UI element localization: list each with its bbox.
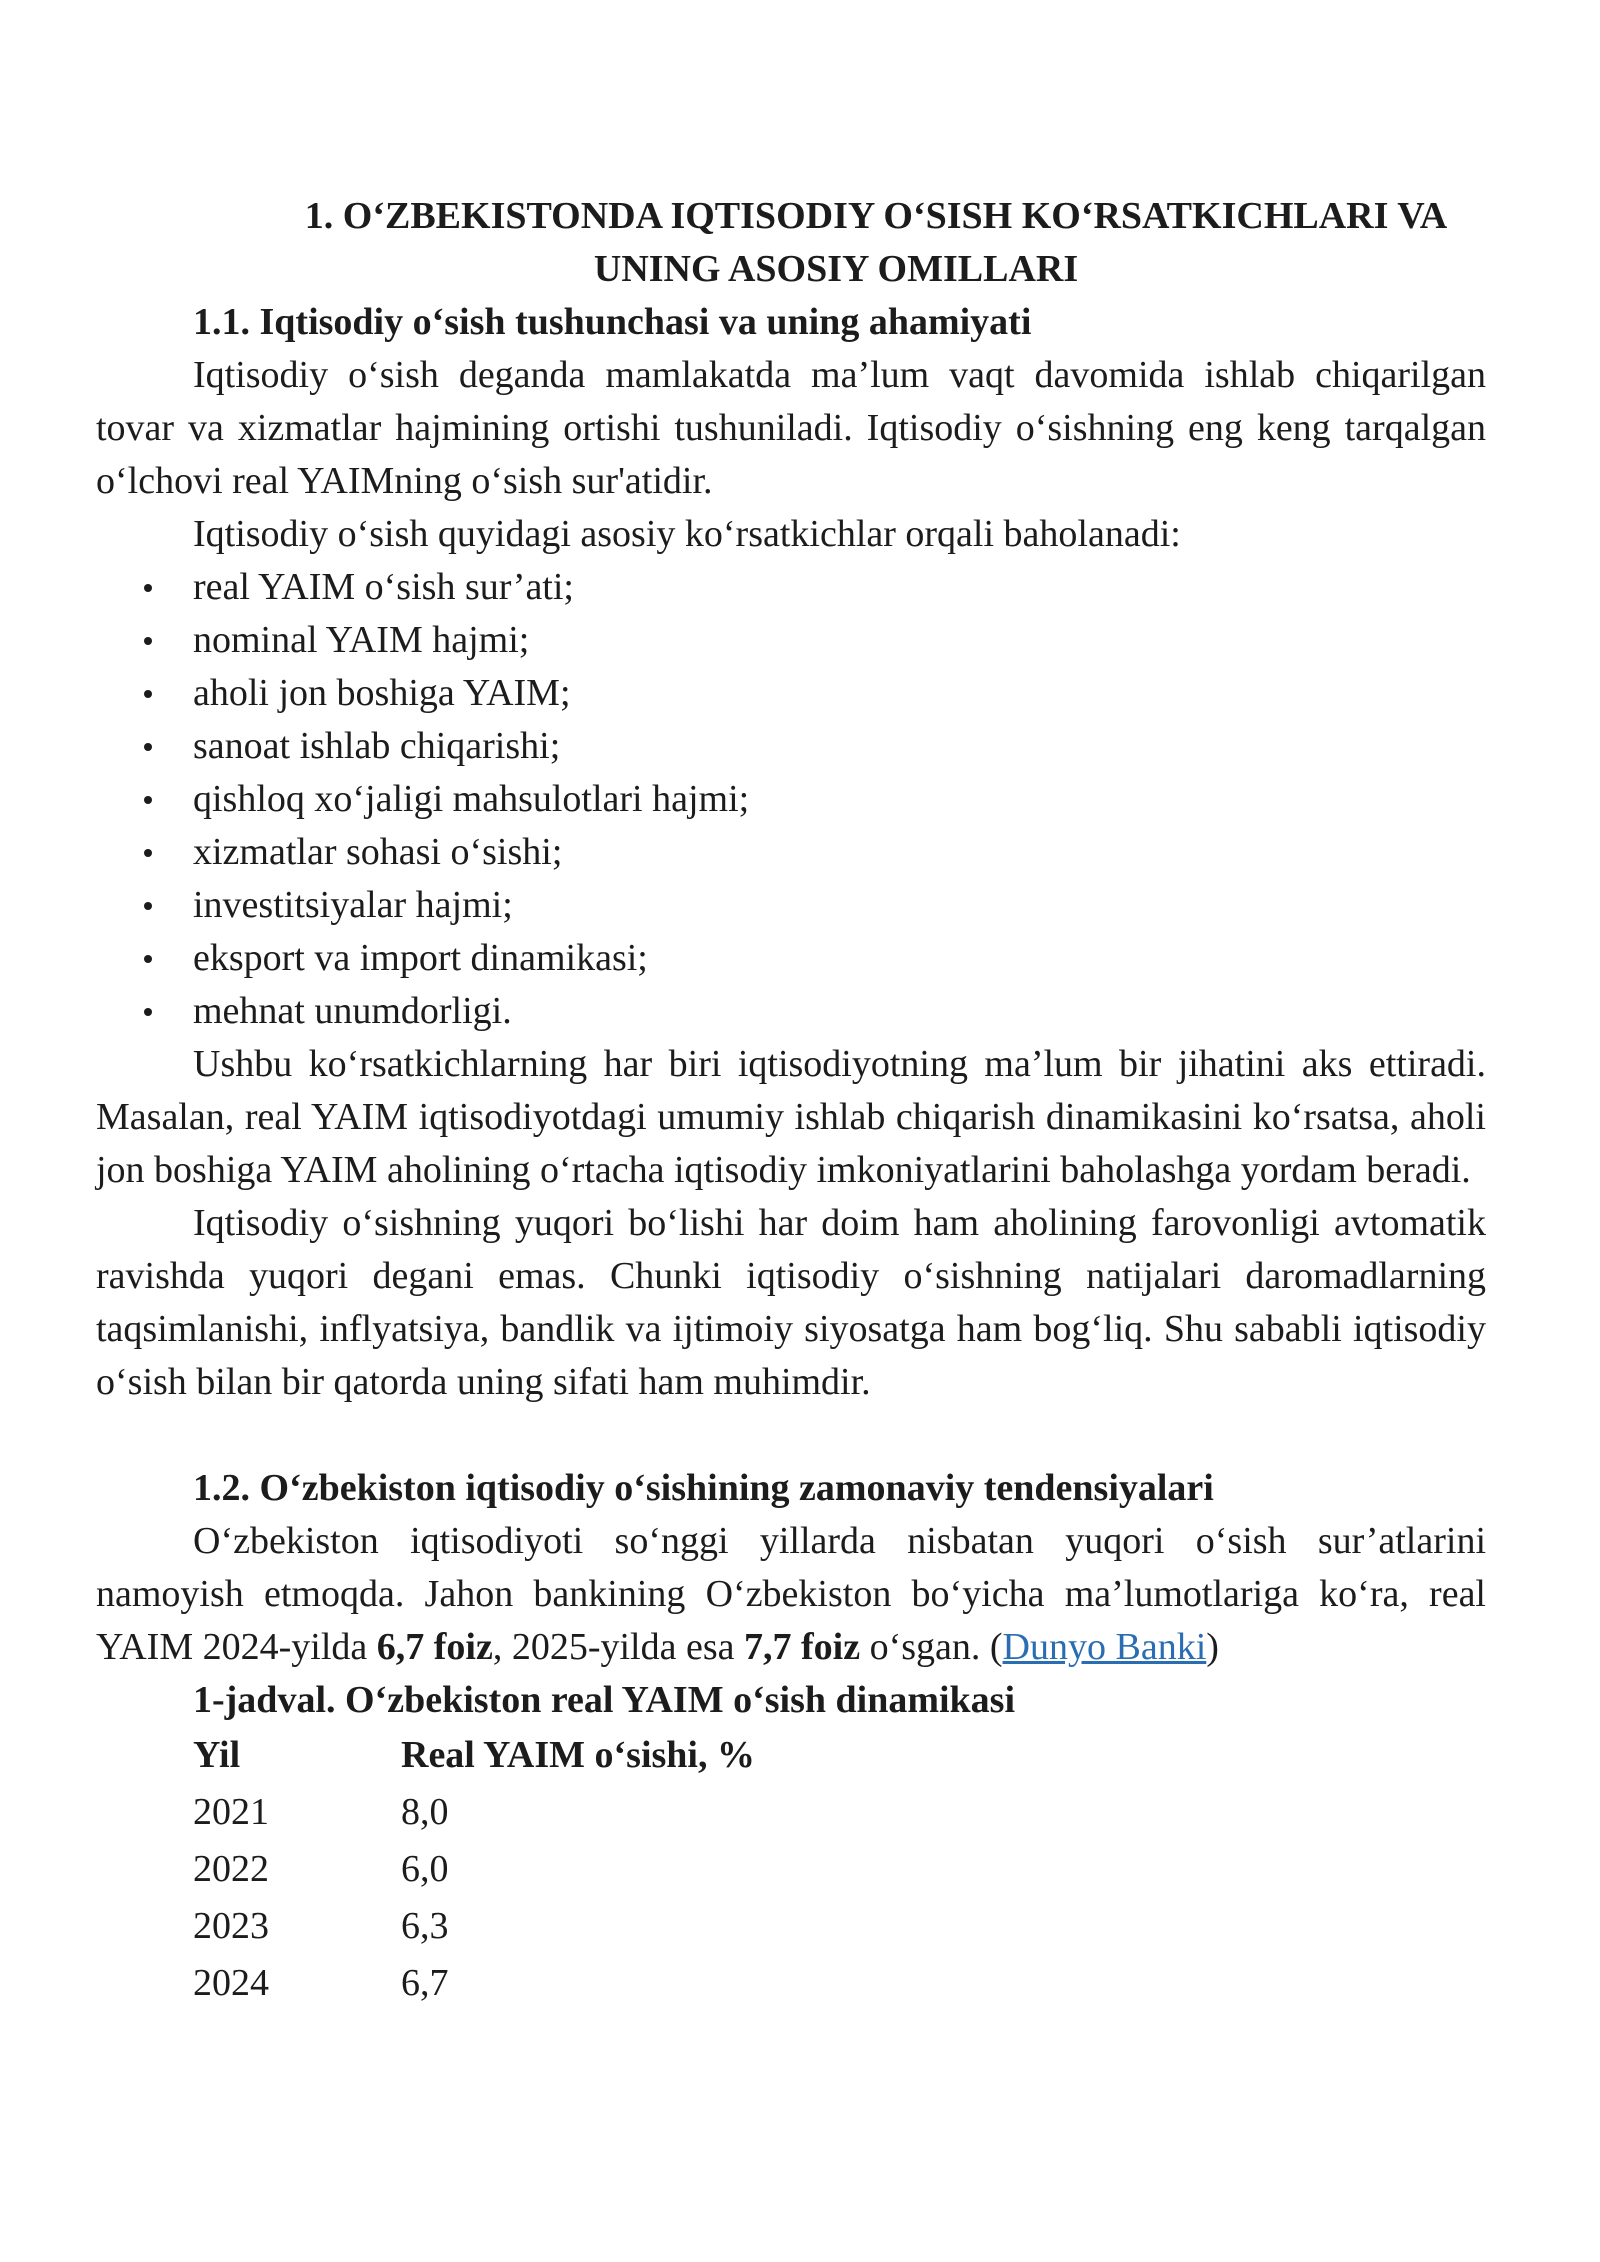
list-item [96,985,1486,1038]
bullet-icon [144,743,152,751]
table-row [193,1784,755,1841]
list-item-text: sanoat ishlab chiqarishi; [193,725,561,767]
document-title [96,190,1486,296]
column-header-growth: Real YAIM o‘sishi, % [401,1734,755,1776]
list-item-text: xizmatlar sohasi o‘sishi; [193,831,563,873]
list-item [96,879,1486,932]
growth-cell: 6,7 [401,1962,449,2004]
document-title-line-1: 1. O‘ZBEKISTONDA IQTISODIY O‘SISH KO‘RSATKICHLARI VA [304,195,1448,237]
section-1-paragraph-3: Ushbu ko‘rsatkichlarning har biri iqtisodiyotning ma’lum bir jihatini aks ettiradi. Masalan, real YAIM iqtisodiyotdagi umumiy ishlab chiqarish dinamikasini ko‘rsatsa, aholi jon boshiga YAIM aholining o‘rtacha iqtisodiy imkoniyatlarini baholashga yordam beradi. [96,1043,1486,1191]
growth-cell: 6,0 [401,1848,449,1890]
gdp-growth-table [193,1727,755,2012]
section-1-paragraph-1: Iqtisodiy o‘sish deganda mamlakatda ma’lum vaqt davomida ishlab chiqarilgan tovar va xizmatlar hajmining ortishi tushuniladi. Iqtisodiy o‘sishning eng keng tarqalgan o‘lchovi real YAIMning o‘sish sur'atidir. [96,354,1486,502]
list-item [96,826,1486,879]
section-2-paragraph-1 [96,1515,1486,1674]
list-item [96,561,1486,614]
list-item-text: eksport va import dinamikasi; [193,937,648,979]
growth-cell: 8,0 [401,1791,449,1833]
section-1-paragraph-4: Iqtisodiy o‘sishning yuqori bo‘lishi har doim ham aholining farovonligi avtomatik ravishda yuqori degani emas. Chunki iqtisodiy o‘sishning natijalari daromadlarning taqsimlanishi, inflyatsiya, bandlik va ijtimoiy siyosatga ham bog‘liq. Shu sababli iqtisodiy o‘sish bilan bir qatorda uning sifati ham muhimdir. [96,1202,1486,1403]
list-item-text: qishloq xo‘jaligi mahsulotlari hajmi; [193,778,750,820]
indicator-list [96,561,1486,1038]
table-row [193,1841,755,1898]
list-item-text: mehnat unumdorligi. [193,990,512,1032]
table-caption: 1-jadval. O‘zbekiston real YAIM o‘sish dinamikasi [193,1679,1016,1721]
section-1-heading: 1.1. Iqtisodiy o‘sish tushunchasi va uning ahamiyati [193,301,1032,343]
table-row [193,1955,755,2012]
list-item [96,720,1486,773]
table-header-row [193,1727,755,1784]
section-2-text-f: ) [1206,1626,1219,1668]
list-item-text: real YAIM o‘sish sur’ati; [193,566,574,608]
year-cell: 2021 [193,1791,269,1833]
list-item-text: investitsiyalar hajmi; [193,884,513,926]
section-2-heading: 1.2. O‘zbekiston iqtisodiy o‘sishining zamonaviy tendensiyalari [193,1467,1214,1509]
bullet-icon [144,1008,152,1016]
growth-2025-value: 7,7 foiz [744,1626,861,1668]
year-cell: 2024 [193,1962,269,2004]
section-2-text-e: o‘sgan. ( [860,1626,1003,1668]
year-cell: 2023 [193,1905,269,1947]
column-header-year: Yil [193,1734,241,1776]
growth-2024-value: 6,7 foiz [376,1626,493,1668]
bullet-icon [144,584,152,592]
bullet-icon [144,796,152,804]
growth-cell: 6,3 [401,1905,449,1947]
list-item [96,932,1486,985]
list-item-text: nominal YAIM hajmi; [193,619,530,661]
table-row [193,1898,755,1955]
document-page [96,190,1486,2012]
list-item [96,773,1486,826]
section-1-paragraph-2: Iqtisodiy o‘sish quyidagi asosiy ko‘rsatkichlar orqali baholanadi: [193,513,1181,555]
world-bank-link[interactable]: Dunyo Banki [1002,1626,1207,1668]
section-2-text-c: , 2025-yilda esa [492,1626,744,1668]
section-2-text-a: O‘zbekiston iqtisodiyoti so‘nggi yillarda nisbatan yuqori o‘sish sur’atlarini namoyish etmoqda. Jahon bankining O‘zbekiston bo‘yicha ma’lumotlariga ko‘ra, real YAIM 2024-yilda [96,1520,1486,1668]
bullet-icon [144,690,152,698]
document-title-line-2: UNING ASOSIY OMILLARI [593,248,1079,290]
bullet-icon [144,955,152,963]
section-spacer [96,1409,1486,1462]
year-cell: 2022 [193,1848,269,1890]
list-item [96,667,1486,720]
bullet-icon [144,637,152,645]
list-item-text: aholi jon boshiga YAIM; [193,672,571,714]
bullet-icon [144,849,152,857]
bullet-icon [144,902,152,910]
list-item [96,614,1486,667]
